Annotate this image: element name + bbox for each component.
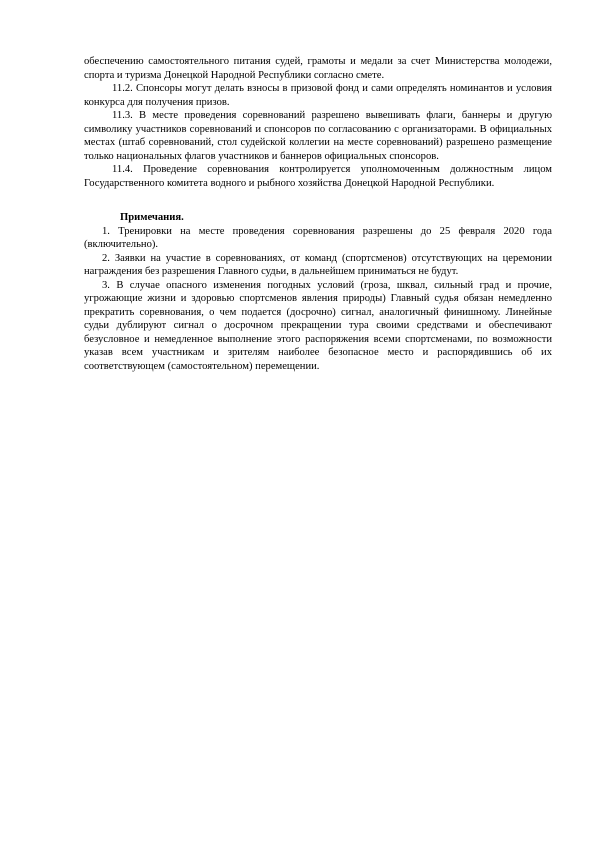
note-item-2: 2. Заявки на участие в соревнованиях, от команд (спортсменов) отсутствующих на церемонии награждения без разрешения Главного судьи, в дальнейшем приниматься не будут.: [84, 252, 552, 277]
paragraph-continuation: обеспечению самостоятельного питания судей, грамоты и медали за счет Министерства молодежи, спорта и туризма Донецкой Народной Республики согласно смете.: [84, 56, 552, 81]
note-item-3: 3. В случае опасного изменения погодных условий (гроза, шквал, сильный град и прочие, угрожающие жизни и здоровью спортсменов явления природы) Главный судья обязан немедленно прекратить соревнования, о чем подается (досрочно) сигнал, аналогичный финишному. Линейные судьи дублируют сигнал о досрочном прекращении тура своими средствами и обеспечивают безусловное и немедленное выполнение этого распоряжения всеми спортсменами, по возможности указав всем участникам и зрителям наиболее безопасное место и распорядившись об их соответствующем (самостоятельном) перемещении.: [84, 279, 552, 372]
note-item-1: 1. Тренировки на месте проведения соревнования разрешены до 25 февраля 2020 года (включительно).: [84, 225, 552, 250]
paragraph-11-4: 11.4. Проведение соревнования контролируется уполномоченным должностным лицом Государственного комитета водного и рыбного хозяйства Донецкой Народной Республики.: [84, 164, 552, 189]
document-page: [84, 55, 552, 373]
paragraph-11-2: 11.2. Спонсоры могут делать взносы в призовой фонд и сами определять номинантов и условия конкурса для получения призов.: [84, 83, 552, 108]
notes-heading: Примечания.: [120, 212, 184, 223]
paragraph-11-3: 11.3. В месте проведения соревнований разрешено вывешивать флаги, баннеры и другую символику участников соревнований и спонсоров по согласованию с организаторами. В официальных местах (штаб соревнований, стол судейской коллегии на месте соревнований) разрешено размещение только национальных флагов участников и баннеров официальных спонсоров.: [84, 110, 552, 162]
